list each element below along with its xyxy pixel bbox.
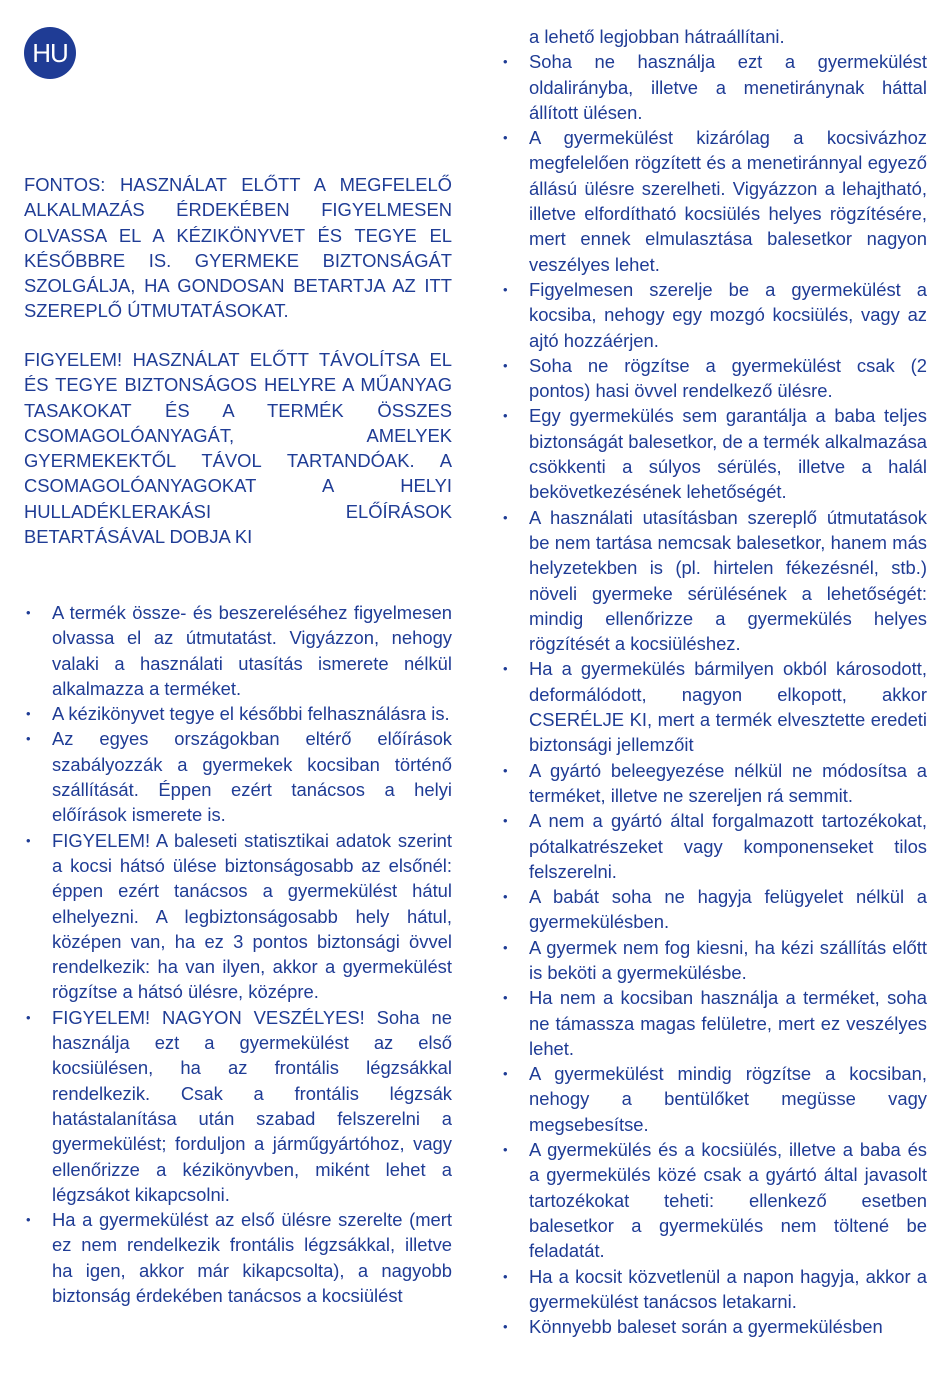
list-item: • A termék össze- és beszereléséhez figyelmesen olvassa el az útmutatást. Vigyázzon, nehogy valaki a használati utasítás ismerete nélkül alkalmazza a terméket. <box>24 600 452 701</box>
list-item: • Ha nem a kocsiban használja a terméket, soha ne támassza magas felületre, mert ez veszélyes lehet. <box>501 985 927 1061</box>
list-item: • Soha ne használja ezt a gyermekülést oldalirányba, illetve a menetiránynak háttal állított ülésen. <box>501 49 927 125</box>
right-bullet-list <box>501 49 927 1339</box>
list-item: • FIGYELEM! A baleseti statisztikai adatok szerint a kocsi hátsó ülése biztonságosabb az elsőnél: éppen ezért tanácsos a gyermekülést hátul elhelyezni. A legbiztonságosabb hely hátul, középen van, ha ez 3 pontos biztonsági övvel rendelkezik: ha van ilyen, akkor a gyermekülést rögzítse a hátsó ülésre, középre. <box>24 828 452 1005</box>
list-item: • Az egyes országokban eltérő előírások szabályozzák a gyermekek kocsiban történő szállítását. Éppen ezért tanácsos a helyi előírások ismerete is. <box>24 726 452 827</box>
list-item: • FIGYELEM! NAGYON VESZÉLYES! Soha ne használja ezt a gyermekülést az első kocsiülésen, ha az frontális légzsákkal rendelkezik. Csak a frontális légzsák hatástalanítása után szabad felszerelni a gyermekülést; forduljon a járműgyártóhoz, vagy ellenőrizze a kézikönyvben, miként lehet a légzsákot kikapcsolni. <box>24 1005 452 1207</box>
right-column <box>501 24 927 1339</box>
list-item: • A gyártó beleegyezése nélkül ne módosítsa a terméket, illetve ne szereljen rá semmit. <box>501 758 927 809</box>
left-bullet-list <box>24 600 452 1308</box>
list-item: • Ha a kocsit közvetlenül a napon hagyja, akkor a gyermekülést tanácsos letakarni. <box>501 1264 927 1315</box>
list-item: • A gyermek nem fog kiesni, ha kézi szállítás előtt is beköti a gyermekülésbe. <box>501 935 927 986</box>
important-notice: FONTOS: HASZNÁLAT ELŐTT A MEGFELELŐ ALKALMAZÁS ÉRDEKÉBEN FIGYELMESEN OLVASSA EL A KÉZIKÖNYVET ÉS TEGYE EL KÉSŐBBRE IS. GYERMEKE BIZTONSÁGÁT SZOLGÁLJA, HA GONDOSAN BETARTJA AZ ITT SZEREPLŐ ÚTMUTATÁSOKAT. <box>24 174 452 322</box>
list-item: • A gyermekülést mindig rögzítse a kocsiban, nehogy a bentülőket megüsse vagy megsebesítse. <box>501 1061 927 1137</box>
list-item: • A babát soha ne hagyja felügyelet nélkül a gyermekülésben. <box>501 884 927 935</box>
language-badge: HU <box>24 27 76 79</box>
list-item: • Könnyebb baleset során a gyermekülésben <box>501 1314 927 1339</box>
left-column <box>24 600 452 1308</box>
list-item: • A nem a gyártó által forgalmazott tartozékokat, pótalkatrészeket vagy komponenseket tilos felszerelni. <box>501 808 927 884</box>
warning-notice: FIGYELEM! HASZNÁLAT ELŐTT TÁVOLÍTSA EL ÉS TEGYE BIZTONSÁGOS HELYRE A MŰANYAG TASAKOKAT ÉS A TERMÉK ÖSSZES CSOMAGOLÓANYAGÁT, AMELYEK GYERMEKEKTŐL TÁVOL TARTANDÓAK. A CSOMAGOLÓANYAGOKAT A HELYI HULLADÉKLERAKÁSI ELŐÍRÁSOK BETARTÁSÁVAL DOBJA KI <box>24 349 452 548</box>
list-item: • Figyelmesen szerelje be a gyermekülést a kocsiba, nehogy egy mozgó kocsiülés, vagy az ajtó hozzáérjen. <box>501 277 927 353</box>
list-item: • Ha a gyermekülés bármilyen okból károsodott, deformálódott, nagyon elkopott, akkor CSERÉLJE KI, mert a termék elvesztette eredeti biztonsági jellemzőit <box>501 656 927 757</box>
list-item: • Soha ne rögzítse a gyermekülést csak (2 pontos) hasi övvel rendelkező ülésre. <box>501 353 927 404</box>
list-item: • A gyermekülés és a kocsiülés, illetve a baba és a gyermekülés közé csak a gyártó által javasolt tartozékokat teheti: ellenkező esetben balesetkor a gyermekülés nem töltené be feladatát. <box>501 1137 927 1263</box>
list-item: • A kézikönyvet tegye el későbbi felhasználásra is. <box>24 701 452 726</box>
list-item: • A gyermekülést kizárólag a kocsivázhoz megfelelően rögzített és a menetiránnyal egyező állású ülésre szerelheti. Vigyázzon a lehajtható, illetve elfordítható kocsiülés helyes rögzítésére, mert ennek elmulasztása balesetkor nagyon veszélyes lehet. <box>501 125 927 277</box>
continued-item-text: a lehető legjobban hátraállítani. <box>529 26 785 47</box>
list-item: • Ha a gyermekülést az első ülésre szerelte (mert ez nem rendelkezik frontális légzsákkal, illetve ha igen, akkor már kikapcsolta), a nagyobb biztonság érdekében tanácsos a kocsiülést <box>24 1207 452 1308</box>
list-item: • A használati utasításban szereplő útmutatások be nem tartása nemcsak balesetkor, hanem más helyzetekben is (pl. hirtelen fékezésnél, stb.) növeli gyermeke sérülésének a lehetőségét: mindig ellenőrizze a gyermekülés helyes rögzítését a kocsiüléshez. <box>501 505 927 657</box>
list-item: • Egy gyermekülés sem garantálja a baba teljes biztonságát balesetkor, de a termék alkalmazása csökkenti a súlyos sérülés, illetve a halál bekövetkezésének lehetőségét. <box>501 403 927 504</box>
